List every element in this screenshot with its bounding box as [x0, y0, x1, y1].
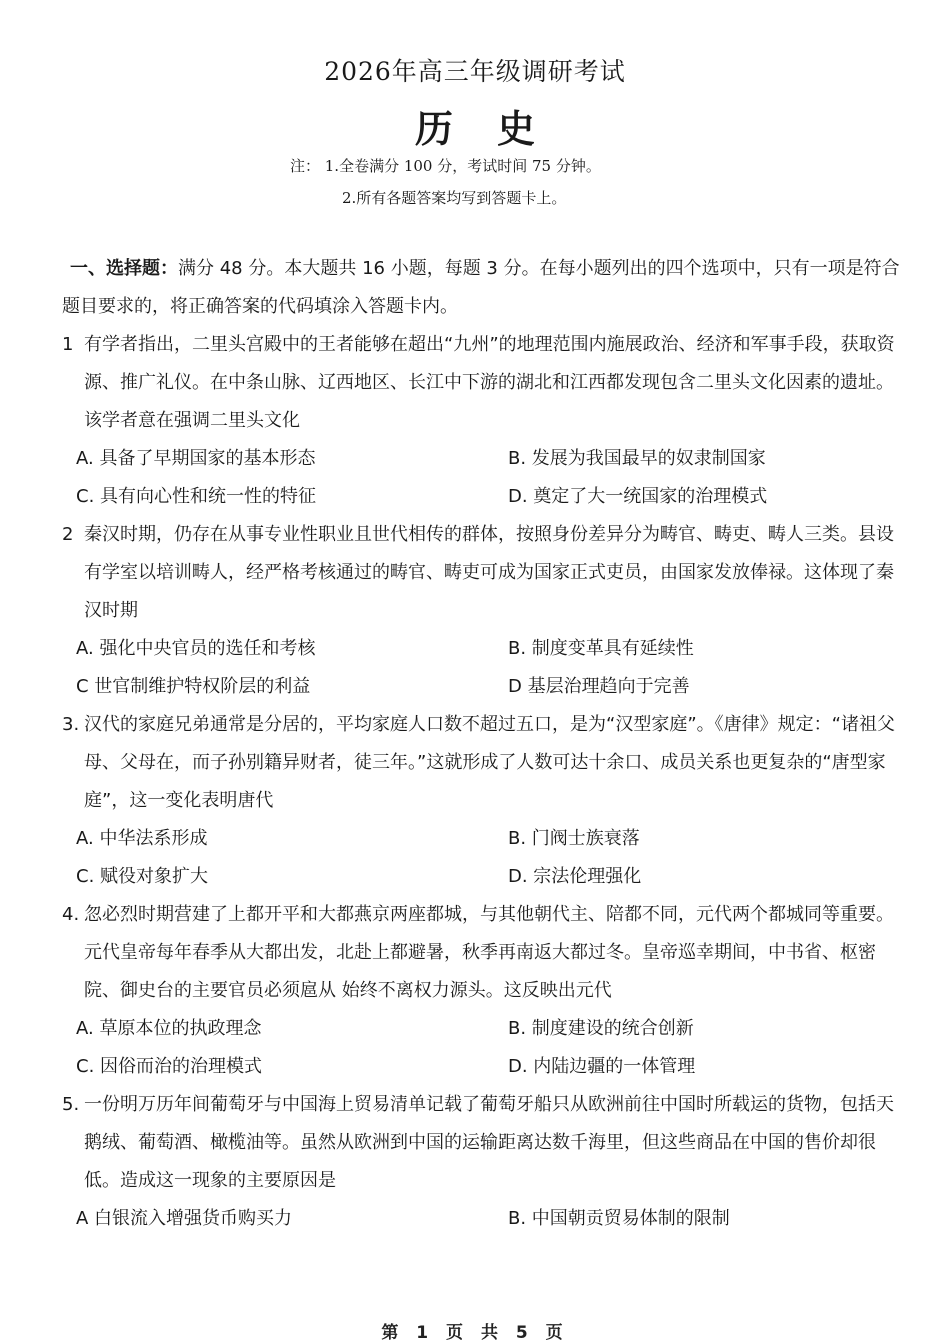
question-text: 汉代的家庭兄弟通常是分居的，平均家庭人口数不超过五口，是为“汉型家庭”。《唐律》规定：“诸祖父母、父母在，而子孙别籍异财者，徒三年。”这就形成了人数可达十余口、成员关系也更复杂的“唐型家庭”，这一变化表明唐代	[84, 714, 895, 811]
question-number: 2	[62, 524, 74, 545]
options	[62, 820, 902, 896]
question-number: 3.	[62, 714, 80, 735]
option-a: A 白银流入增强货币购买力	[76, 1208, 293, 1229]
question-1	[62, 326, 902, 516]
question-text: 有学者指出，二里头宫殿中的王者能够在超出“九州”的地理范围内施展政治、经济和军事手段，获取资源、推广礼仪。在中条山脉、辽西地区、长江中下游的湖北和江西都发现包含二里头文化因素的遗址。该学者意在强调二里头文化	[84, 334, 895, 431]
page-footer: 第 1 页 共 5 页	[381, 1323, 569, 1343]
question-stem	[62, 706, 902, 820]
option-b: B. 发展为我国最早的奴隶制国家	[508, 448, 766, 469]
note-line-2: 2.所有各题答案均写到答题卡上。	[342, 189, 567, 207]
option-a: A. 中华法系形成	[76, 828, 208, 849]
option-c: C. 具有向心性和统一性的特征	[76, 486, 317, 507]
question-number: 1	[62, 334, 74, 355]
question-number: 5.	[62, 1094, 80, 1115]
option-d: D. 内陆边疆的一体管理	[508, 1056, 696, 1077]
option-c: C. 因俗而治的治理模式	[76, 1056, 263, 1077]
question-text: 忽必烈时期营建了上都开平和大都燕京两座都城，与其他朝代主、陪都不同，元代两个都城同等重要。元代皇帝每年春季从大都出发，北赴上都避暑，秋季再南返大都过冬。皇帝巡幸期间，中书省、枢密院、御史台的主要官员必须扈从 始终不离权力源头。这反映出元代	[84, 904, 894, 1001]
question-3	[62, 706, 902, 896]
question-text: 秦汉时期，仍存在从事专业性职业且世代相传的群体，按照身份差异分为畴官、畴吏、畴人三类。县设有学室以培训畴人，经严格考核通过的畴官、畴吏可成为国家正式吏员，由国家发放俸禄。这体现了秦汉时期	[84, 524, 894, 621]
option-d: D. 奠定了大一统国家的治理模式	[508, 486, 768, 507]
question-5	[62, 1086, 902, 1238]
options	[62, 1200, 902, 1238]
question-stem	[62, 896, 902, 1010]
note-line-1: 注： 1.全卷满分 100 分，考试时间 75 分钟。	[290, 157, 601, 175]
question-text: 一份明万历年间葡萄牙与中国海上贸易清单记载了葡萄牙船只从欧洲前往中国时所载运的货物，包括天鹅绒、葡萄酒、橄榄油等。虽然从欧洲到中国的运输距离达数千海里，但这些商品在中国的售价却很低。造成这一现象的主要原因是	[84, 1094, 894, 1191]
question-4	[62, 896, 902, 1086]
option-b: B. 制度变革具有延续性	[508, 638, 694, 659]
option-a: A. 强化中央官员的选任和考核	[76, 638, 316, 659]
section-label: 一、选择题：	[70, 258, 178, 279]
question-2	[62, 516, 902, 706]
option-a: A. 草原本位的执政理念	[76, 1018, 262, 1039]
section-instructions: 满分 48 分。本大题共 16 小题，每题 3 分。在每小题列出的四个选项中，只有一项是符合题目要求的，将正确答案的代码填涂入答题卡内。	[62, 258, 900, 317]
subject-title: 历史	[414, 106, 579, 151]
exam-notes	[290, 150, 710, 214]
option-c: C 世官制维护特权阶层的利益	[76, 676, 311, 697]
option-c: C. 赋役对象扩大	[76, 866, 209, 887]
options	[62, 630, 902, 706]
option-b: B. 门阀士族衰落	[508, 828, 640, 849]
question-content	[62, 250, 902, 1238]
question-stem	[62, 516, 902, 630]
option-b: B. 中国朝贡贸易体制的限制	[508, 1208, 730, 1229]
option-b: B. 制度建设的统合创新	[508, 1018, 694, 1039]
exam-title: 2026年高三年级调研考试	[324, 57, 626, 86]
option-a: A. 具备了早期国家的基本形态	[76, 448, 316, 469]
option-d: D 基层治理趋向于完善	[508, 676, 690, 697]
question-stem	[62, 1086, 902, 1200]
option-d: D. 宗法伦理强化	[508, 866, 642, 887]
options	[62, 440, 902, 516]
question-number: 4.	[62, 904, 80, 925]
question-stem	[62, 326, 902, 440]
section-heading	[62, 250, 902, 326]
options	[62, 1010, 902, 1086]
